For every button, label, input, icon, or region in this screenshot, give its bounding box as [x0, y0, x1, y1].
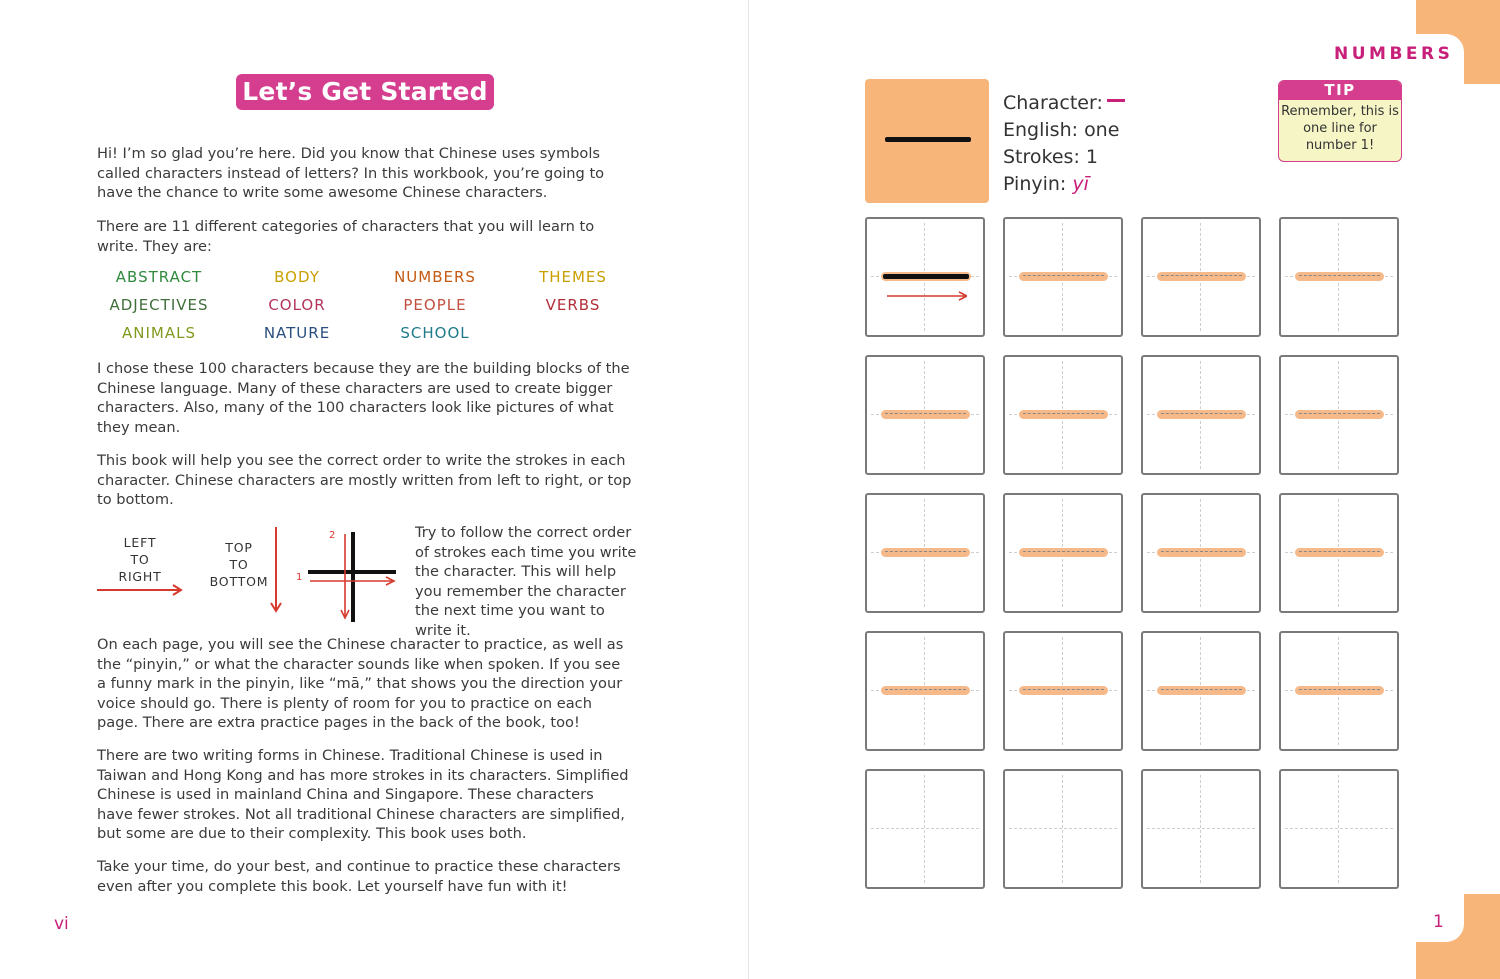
- category-item: BODY: [274, 268, 320, 286]
- category-item: PEOPLE: [403, 296, 467, 314]
- category-item: VERBS: [545, 296, 601, 314]
- practice-cell[interactable]: [865, 355, 985, 475]
- practice-cell[interactable]: [1279, 355, 1399, 475]
- pinyin-value: yī: [1072, 173, 1089, 195]
- practice-cell[interactable]: [1141, 769, 1261, 889]
- english-value: one: [1084, 119, 1120, 141]
- characters-paragraph: I chose these 100 characters because they are the building blocks of the Chinese language. Many of these characters are used to create bigger characters. Also, many of the 100 characters look like pictures of what they mean.: [97, 360, 630, 436]
- practice-cell[interactable]: [1279, 493, 1399, 613]
- practice-cell[interactable]: [865, 493, 985, 613]
- corner-notch-top: [1404, 34, 1464, 94]
- practice-cell[interactable]: [865, 631, 985, 751]
- top-to-bottom-label: TOP TO BOTTOM: [209, 540, 269, 589]
- section-label: NUMBERS: [1334, 44, 1454, 64]
- character-display: [865, 79, 989, 203]
- practice-cell[interactable]: [1003, 355, 1123, 475]
- tip-text: Remember, this is one line for number 1!: [1281, 104, 1399, 153]
- category-item: NUMBERS: [394, 268, 476, 286]
- writing-forms-paragraph: There are two writing forms in Chinese. Traditional Chinese is used in Taiwan and Hong Kong and has more strokes in its characters. Simplified Chinese is used in mainland China and Singapore. These characters have fewer strokes. Not all traditional Chinese characters are simplified, but some are due to their complexity. This book uses both.: [97, 747, 629, 842]
- character-info: Character: English: one Strokes: 1 Pinyin: yī: [1003, 90, 1125, 198]
- category-item: THEMES: [539, 268, 607, 286]
- practice-cell[interactable]: [865, 217, 985, 337]
- down-arrow-icon: [268, 526, 284, 616]
- practice-cell[interactable]: [1141, 217, 1261, 337]
- practice-cell[interactable]: [1003, 217, 1123, 337]
- category-item: COLOR: [268, 296, 326, 314]
- character-glyph: [885, 137, 971, 142]
- category-item: ANIMALS: [122, 324, 196, 342]
- practice-cell[interactable]: [865, 769, 985, 889]
- practice-cell[interactable]: [1141, 631, 1261, 751]
- strokes-value: 1: [1085, 146, 1098, 168]
- practice-cell[interactable]: [1141, 355, 1261, 475]
- tip-heading: TIP: [1279, 81, 1401, 100]
- left-to-right-label: LEFT TO RIGHT: [118, 535, 162, 584]
- stroke-number-1: 1: [296, 572, 303, 583]
- practice-cell[interactable]: [1003, 493, 1123, 613]
- category-item: NATURE: [263, 324, 331, 342]
- page-number-left: vi: [54, 914, 69, 934]
- practice-cell[interactable]: [1279, 769, 1399, 889]
- diagram-caption: Try to follow the correct order of strokes each time you write the character. This will help you remember the character the next time you want to write it.: [415, 524, 637, 639]
- pinyin-paragraph: On each page, you will see the Chinese character to practice, as well as the “pinyin,” or what the character sounds like when spoken. If you see a funny mark in the pinyin, like “mā,” that shows you the direction your voice should go. There is plenty of room for you to practice on each page. There are extra practice pages in the back of the book, too!: [97, 636, 624, 731]
- practice-cell[interactable]: [1141, 493, 1261, 613]
- page-number-right: 1: [1433, 912, 1444, 932]
- stroke-order-paragraph: This book will help you see the correct order to write the strokes in each character. Chinese characters are mostly written from left to right, or top to bottom.: [97, 452, 632, 508]
- corner-notch-bottom: [1404, 880, 1464, 942]
- character-dash-icon: [1107, 99, 1125, 102]
- category-item: SCHOOL: [400, 324, 470, 342]
- tip-box: [1278, 80, 1402, 162]
- category-item: ADJECTIVES: [109, 296, 209, 314]
- right-arrow-icon: [96, 582, 186, 598]
- practice-cell[interactable]: [1003, 769, 1123, 889]
- category-item: ABSTRACT: [115, 268, 203, 286]
- stroke-order-cross-icon: [292, 528, 402, 626]
- practice-cell[interactable]: [1003, 631, 1123, 751]
- categories-intro: There are 11 different categories of characters that you will learn to write. They are:: [97, 218, 595, 255]
- left-page: [0, 0, 749, 979]
- closing-paragraph: Take your time, do your best, and continue to practice these characters even after you complete this book. Let yourself have fun with it!: [97, 858, 621, 895]
- stroke-number-2: 2: [329, 530, 336, 541]
- practice-cell[interactable]: [1279, 631, 1399, 751]
- intro-paragraph: Hi! I’m so glad you’re here. Did you know that Chinese uses symbols called characters instead of letters? In this workbook, you’re going to have the chance to write some awesome Chinese characters.: [97, 145, 605, 201]
- practice-cell[interactable]: [1279, 217, 1399, 337]
- page-title: Let’s Get Started: [236, 74, 494, 110]
